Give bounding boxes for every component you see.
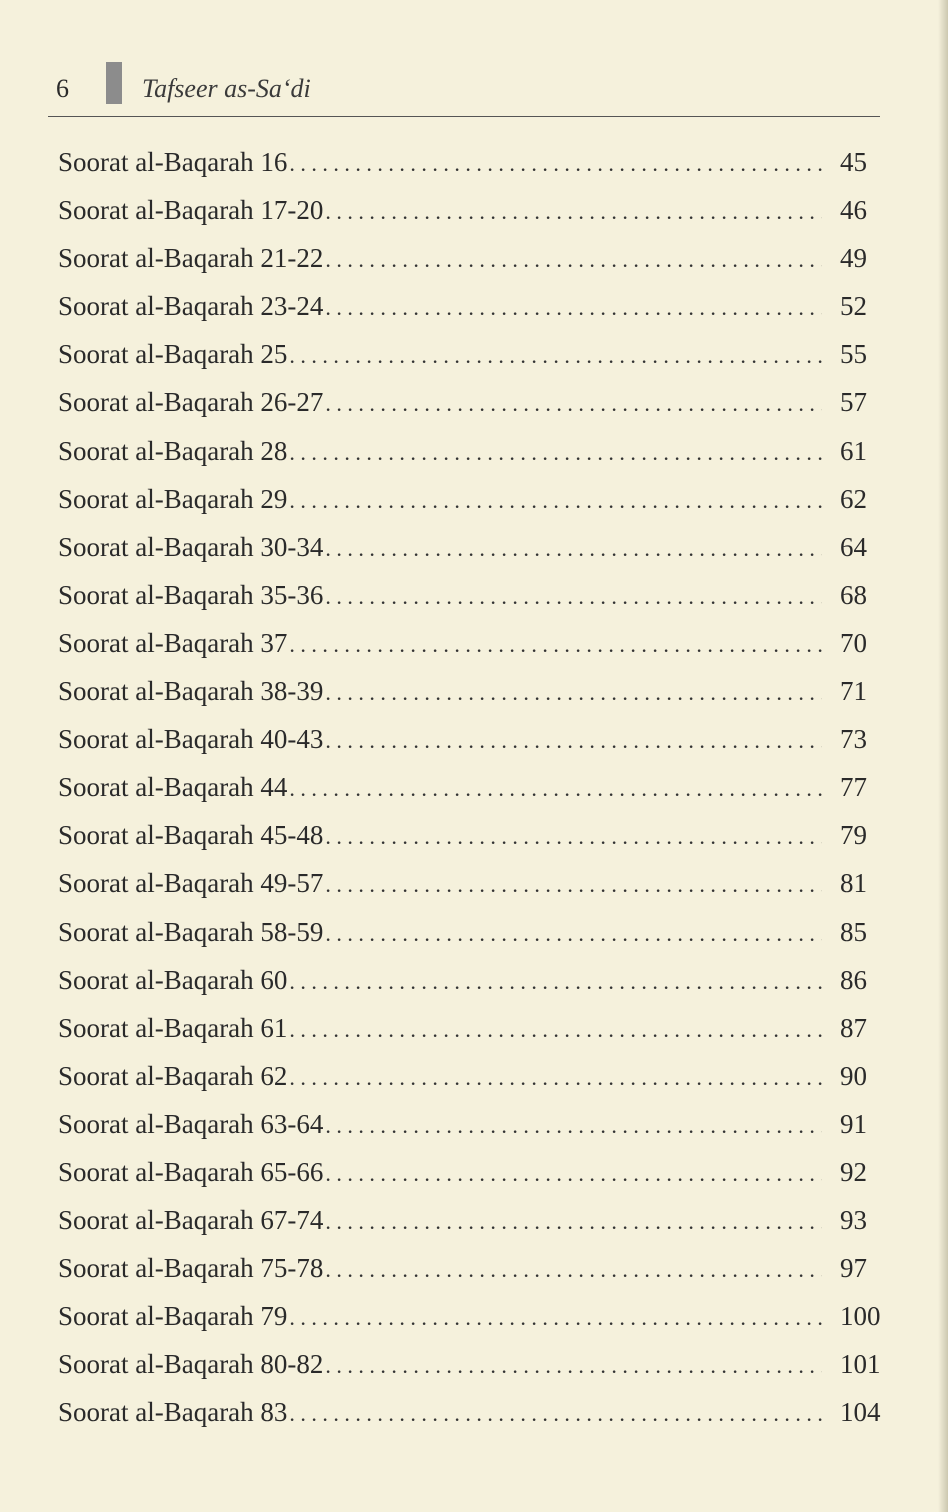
toc-entry[interactable] [58, 763, 888, 811]
toc-entry[interactable] [58, 667, 888, 715]
toc-entry-page: 77 [840, 772, 867, 803]
toc-entry-page: 55 [840, 339, 867, 370]
toc-leader-dots [325, 1342, 822, 1390]
toc-leader-dots [325, 236, 822, 284]
toc-leader-dots [325, 1102, 822, 1150]
toc-entry[interactable] [58, 234, 888, 282]
toc-entry-page: 97 [840, 1253, 867, 1284]
toc-entry-page: 90 [840, 1060, 867, 1091]
toc-entry-title: Soorat al-Baqarah 17-20 [58, 195, 324, 226]
toc-entry-title: Soorat al-Baqarah 30-34 [58, 531, 324, 562]
toc-entry-page: 92 [840, 1156, 867, 1187]
toc-entry-title: Soorat al-Baqarah 23-24 [58, 291, 324, 322]
toc-entry-page: 101 [840, 1349, 881, 1380]
toc-entry-title: Soorat al-Baqarah 38-39 [58, 676, 324, 707]
toc-entry[interactable] [58, 859, 888, 907]
toc-entry-page: 81 [840, 868, 867, 899]
book-title: Tafseer as-Sa‘di [142, 74, 311, 103]
toc-leader-dots [325, 573, 822, 621]
toc-entry-page: 49 [840, 243, 867, 274]
toc-entry-page: 70 [840, 627, 867, 658]
toc-entry-page: 46 [840, 195, 867, 226]
toc-entry[interactable] [58, 1148, 888, 1196]
toc-entry-page: 68 [840, 579, 867, 610]
toc-entry[interactable] [58, 427, 888, 475]
toc-leader-dots [289, 1006, 822, 1054]
toc-leader-dots [289, 958, 822, 1006]
toc-entry[interactable] [58, 1052, 888, 1100]
toc-entry[interactable] [58, 138, 888, 186]
toc-leader-dots [289, 477, 822, 525]
toc-entry[interactable] [58, 908, 888, 956]
toc-leader-dots [289, 332, 822, 380]
toc-entry-title: Soorat al-Baqarah 61 [58, 1012, 288, 1043]
toc-entry-title: Soorat al-Baqarah 28 [58, 435, 288, 466]
toc-leader-dots [289, 1054, 822, 1102]
toc-entry-page: 52 [840, 291, 867, 322]
page-edge-shadow [938, 0, 948, 1512]
toc-leader-dots [325, 1246, 822, 1294]
toc-entry-title: Soorat al-Baqarah 45-48 [58, 820, 324, 851]
header-rule [48, 116, 880, 117]
toc-leader-dots [325, 669, 822, 717]
toc-entry-page: 62 [840, 483, 867, 514]
toc-entry-page: 57 [840, 387, 867, 418]
toc-entry[interactable] [58, 1244, 888, 1292]
toc-leader-dots [325, 380, 822, 428]
toc-leader-dots [325, 1150, 822, 1198]
toc-entry-title: Soorat al-Baqarah 79 [58, 1301, 288, 1332]
toc-entry[interactable] [58, 715, 888, 763]
toc-entry-title: Soorat al-Baqarah 67-74 [58, 1205, 324, 1236]
toc-entry-title: Soorat al-Baqarah 65-66 [58, 1156, 324, 1187]
toc-entry-title: Soorat al-Baqarah 29 [58, 483, 288, 514]
toc-entry-title: Soorat al-Baqarah 62 [58, 1060, 288, 1091]
toc-entry-page: 45 [840, 147, 867, 177]
toc-entry[interactable] [58, 619, 888, 667]
toc-entry[interactable] [58, 330, 888, 378]
toc-entry-page: 61 [840, 435, 867, 466]
toc-entry-page: 100 [840, 1301, 881, 1332]
toc-entry-page: 73 [840, 724, 867, 755]
toc-entry-title: Soorat al-Baqarah 26-27 [58, 387, 324, 418]
toc-entry[interactable] [58, 475, 888, 523]
toc-leader-dots [289, 140, 822, 188]
toc-entry-title: Soorat al-Baqarah 16 [58, 147, 288, 177]
toc-entry[interactable] [58, 378, 888, 426]
toc-entry-page: 87 [840, 1012, 867, 1043]
toc-entry[interactable] [58, 1100, 888, 1148]
toc-leader-dots [289, 765, 822, 813]
toc-leader-dots [325, 284, 822, 332]
toc-entry-title: Soorat al-Baqarah 63-64 [58, 1108, 324, 1139]
toc-leader-dots [289, 429, 822, 477]
toc-leader-dots [325, 1198, 822, 1246]
toc-entry-title: Soorat al-Baqarah 83 [58, 1397, 288, 1428]
toc-entry-page: 86 [840, 964, 867, 995]
toc-entry-page: 85 [840, 916, 867, 947]
toc-entry-page: 64 [840, 531, 867, 562]
page-number: 6 [56, 74, 69, 103]
toc-entry-title: Soorat al-Baqarah 60 [58, 964, 288, 995]
toc-leader-dots [325, 861, 822, 909]
toc-entry-title: Soorat al-Baqarah 75-78 [58, 1253, 324, 1284]
toc-entry[interactable] [58, 1292, 888, 1340]
toc-entry-title: Soorat al-Baqarah 49-57 [58, 868, 324, 899]
toc-entry[interactable] [58, 811, 888, 859]
toc-leader-dots [325, 525, 822, 573]
toc-entry-title: Soorat al-Baqarah 44 [58, 772, 288, 803]
toc-entry-title: Soorat al-Baqarah 37 [58, 627, 288, 658]
toc-leader-dots [325, 910, 822, 958]
toc-leader-dots [325, 813, 822, 861]
toc-entry[interactable] [58, 1388, 888, 1436]
running-head [56, 70, 896, 110]
toc-entry-title: Soorat al-Baqarah 40-43 [58, 724, 324, 755]
toc-entry-title: Soorat al-Baqarah 35-36 [58, 579, 324, 610]
toc-entry-title: Soorat al-Baqarah 25 [58, 339, 288, 370]
toc-entry-page: 79 [840, 820, 867, 851]
toc-entry-page: 104 [840, 1397, 881, 1428]
toc-entry-page: 91 [840, 1108, 867, 1139]
toc-leader-dots [289, 1294, 822, 1342]
toc-leader-dots [289, 1390, 822, 1438]
toc-entry[interactable] [58, 1004, 888, 1052]
toc-entry-title: Soorat al-Baqarah 21-22 [58, 243, 324, 274]
toc-entry[interactable] [58, 956, 888, 1004]
toc-entry-title: Soorat al-Baqarah 80-82 [58, 1349, 324, 1380]
toc-entry[interactable] [58, 1196, 888, 1244]
toc-leader-dots [325, 717, 822, 765]
toc-entry[interactable] [58, 523, 888, 571]
toc-entry[interactable] [58, 282, 888, 330]
toc-leader-dots [289, 621, 822, 669]
toc-entry[interactable] [58, 186, 888, 234]
toc-entry[interactable] [58, 571, 888, 619]
toc-entry-title: Soorat al-Baqarah 58-59 [58, 916, 324, 947]
toc-entry-page: 93 [840, 1205, 867, 1236]
toc-entry-page: 71 [840, 676, 867, 707]
toc-leader-dots [325, 188, 822, 236]
table-of-contents [58, 138, 888, 1437]
header-bar-marker [106, 62, 122, 104]
toc-entry[interactable] [58, 1340, 888, 1388]
